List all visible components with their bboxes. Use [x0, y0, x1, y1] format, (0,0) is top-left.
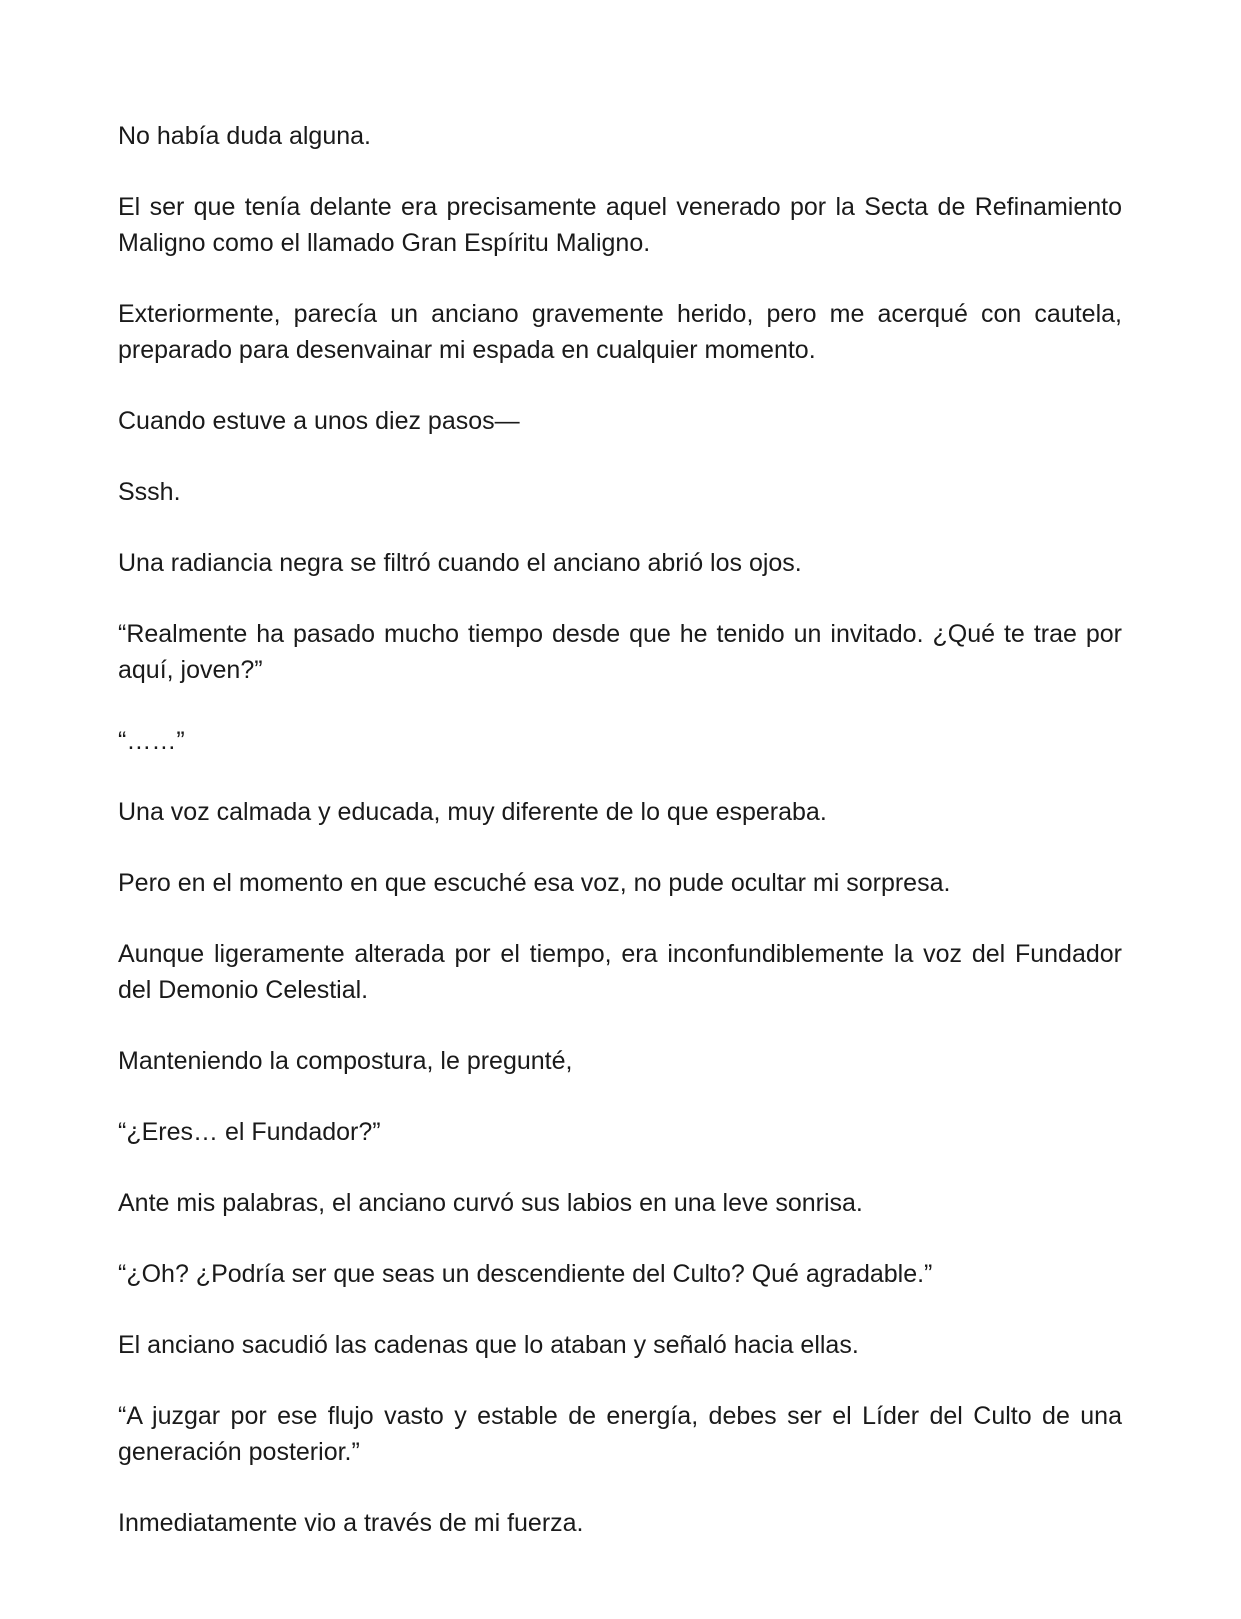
paragraph: “Realmente ha pasado mucho tiempo desde que he tenido un invitado. ¿Qué te trae por aquí, joven?”: [118, 620, 1122, 684]
paragraph: Una voz calmada y educada, muy diferente de lo que esperaba.: [118, 798, 827, 826]
paragraph: Exteriormente, parecía un anciano gravemente herido, pero me acerqué con cautela, preparado para desenvainar mi espada en cualquier momento.: [118, 300, 1122, 364]
paragraph: Manteniendo la compostura, le pregunté,: [118, 1047, 573, 1075]
paragraph: Cuando estuve a unos diez pasos—: [118, 407, 520, 435]
paragraph: Una radiancia negra se filtró cuando el anciano abrió los ojos.: [118, 549, 802, 577]
paragraph: Aunque ligeramente alterada por el tiempo, era inconfundiblemente la voz del Fundador del Demonio Celestial.: [118, 940, 1122, 1004]
paragraph: Inmediatamente vio a través de mi fuerza.: [118, 1509, 584, 1537]
paragraph: Pero en el momento en que escuché esa voz, no pude ocultar mi sorpresa.: [118, 869, 951, 897]
paragraph: El ser que tenía delante era precisamente aquel venerado por la Secta de Refinamiento Maligno como el llamado Gran Espíritu Maligno.: [118, 193, 1122, 257]
paragraph: Ante mis palabras, el anciano curvó sus labios en una leve sonrisa.: [118, 1189, 863, 1217]
paragraph: No había duda alguna.: [118, 122, 371, 150]
document-page: [118, 118, 1122, 1541]
paragraph: “¿Oh? ¿Podría ser que seas un descendiente del Culto? Qué agradable.”: [118, 1260, 933, 1288]
paragraph: “¿Eres… el Fundador?”: [118, 1118, 381, 1146]
paragraph: El anciano sacudió las cadenas que lo ataban y señaló hacia ellas.: [118, 1331, 859, 1359]
paragraph: “……”: [118, 727, 185, 755]
paragraph: “A juzgar por ese flujo vasto y estable de energía, debes ser el Líder del Culto de una generación posterior.”: [118, 1402, 1122, 1466]
paragraph: Sssh.: [118, 478, 181, 506]
